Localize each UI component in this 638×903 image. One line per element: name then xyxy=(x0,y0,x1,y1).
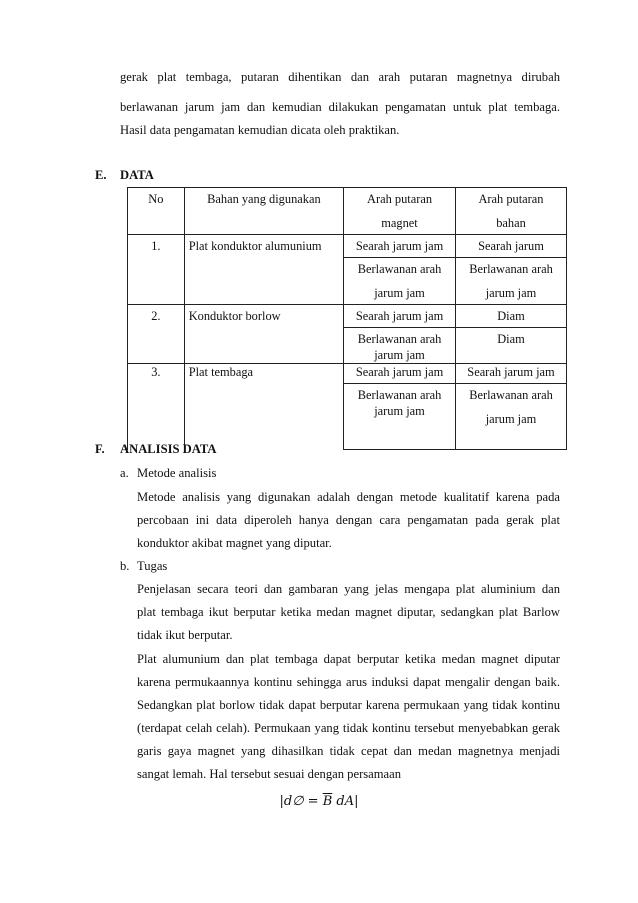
data-table xyxy=(127,187,567,450)
header-arah-bahan-line1: Arah putaran xyxy=(478,192,544,206)
header-arah-magnet-line1: Arah putaran xyxy=(367,192,433,206)
row2-magnet-1: Searah jarum jam xyxy=(344,305,456,328)
table-row xyxy=(128,364,567,384)
row1-no: 1. xyxy=(128,235,185,305)
table-header-row xyxy=(128,188,567,235)
row2-no: 2. xyxy=(128,305,185,364)
equation xyxy=(0,794,638,809)
sub-b-line-8: garis gaya magnet yang dihasilkan tidak cepat dan medan magnetnya menjadi xyxy=(137,744,560,758)
row3-bahan-2a: Berlawanan arah xyxy=(469,388,553,402)
sub-b-line-3: tidak ikut berputar. xyxy=(137,628,233,642)
row3-magnet-2b: jarum jam xyxy=(374,404,425,418)
section-e-label: E. xyxy=(95,168,107,182)
section-e-title: DATA xyxy=(120,168,154,182)
row3-magnet-2 xyxy=(344,384,456,450)
row1-bahan: Plat konduktor alumunium xyxy=(184,235,343,305)
header-no: No xyxy=(128,188,185,235)
row1-magnet-2 xyxy=(344,258,456,305)
row2-bahan: Konduktor borlow xyxy=(184,305,343,364)
intro-line-2: berlawanan jarum jam dan kemudian dilakukan pengamatan untuk plat tembaga. xyxy=(120,100,560,114)
sub-b-line-9: sangat lemah. Hal tersebut sesuai dengan persamaan xyxy=(137,767,402,781)
sub-b-line-4: Plat alumunium dan plat tembaga dapat berputar ketika medan magnet diputar xyxy=(137,652,560,666)
equation-b-vector: $\overline{B}$ xyxy=(322,794,333,809)
header-bahan: Bahan yang digunakan xyxy=(184,188,343,235)
row2-magnet-2b: jarum jam xyxy=(374,348,425,362)
header-arah-magnet xyxy=(344,188,456,235)
row2-bahan-1: Diam xyxy=(455,305,566,328)
section-f-title: ANALISIS DATA xyxy=(120,442,217,456)
sub-b-line-7: (terdapat celah celah). Permukaan yang tidak kontinu tersebut menyebabkan gerak xyxy=(137,721,560,735)
sub-a-line-2: percobaan ini data diperoleh hanya dengan cara pengamatan pada gerak plat xyxy=(137,513,560,527)
sub-b-line-2: plat tembaga ikut berputar ketika medan magnet diputar, sedangkan plat Barlow xyxy=(137,605,560,619)
row3-no: 3. xyxy=(128,364,185,450)
sub-b-line-6: Sedangkan plat borlow tidak dapat berputar karena permukaan yang tidak kontinu xyxy=(137,698,560,712)
equation-left: |d∅ = xyxy=(279,794,323,809)
sub-a-line-3: konduktor akibat magnet yang diputar. xyxy=(137,536,332,550)
equation-right: dA| xyxy=(332,794,359,809)
row3-bahan-2 xyxy=(455,384,566,450)
row3-magnet-2a: Berlawanan arah xyxy=(357,388,442,402)
row1-bahan-2 xyxy=(455,258,566,305)
row1-bahan-1: Searah jarum xyxy=(455,235,566,258)
row2-bahan-2: Diam xyxy=(455,328,566,364)
section-f-label: F. xyxy=(95,442,105,456)
header-arah-magnet-line2: magnet xyxy=(381,216,418,230)
table-row xyxy=(128,305,567,328)
sub-b-title: Tugas xyxy=(137,559,168,573)
row1-bahan-2b: jarum jam xyxy=(485,286,537,300)
header-arah-bahan xyxy=(455,188,566,235)
sub-a-line-1: Metode analisis yang digunakan adalah dengan metode kualitatif karena pada xyxy=(137,490,560,504)
row3-bahan-2b: jarum jam xyxy=(485,412,537,426)
row2-magnet-2a: Berlawanan arah xyxy=(357,332,442,346)
sub-a-title: Metode analisis xyxy=(137,466,217,480)
row1-magnet-2b: jarum jam xyxy=(374,286,425,300)
intro-line-1: gerak plat tembaga, putaran dihentikan dan arah putaran magnetnya dirubah xyxy=(120,70,560,84)
row3-bahan: Plat tembaga xyxy=(184,364,343,450)
sub-b-label: b. xyxy=(120,559,130,573)
row2-magnet-2 xyxy=(344,328,456,364)
row1-magnet-1: Searah jarum jam xyxy=(344,235,456,258)
header-arah-bahan-line2: bahan xyxy=(496,216,526,230)
row1-magnet-2a: Berlawanan arah xyxy=(357,262,442,276)
row1-bahan-2a: Berlawanan arah xyxy=(469,262,553,276)
intro-line-3: Hasil data pengamatan kemudian dicata oleh praktikan. xyxy=(120,123,400,137)
sub-b-line-5: karena permukaannya kontinu sehingga arus induksi dapat mengalir dengan baik. xyxy=(137,675,560,689)
row3-bahan-1: Searah jarum jam xyxy=(455,364,566,384)
sub-a-label: a. xyxy=(120,466,129,480)
row3-magnet-1: Searah jarum jam xyxy=(344,364,456,384)
table-row xyxy=(128,235,567,258)
sub-b-line-1: Penjelasan secara teori dan gambaran yang jelas mengapa plat aluminium dan xyxy=(137,582,560,596)
